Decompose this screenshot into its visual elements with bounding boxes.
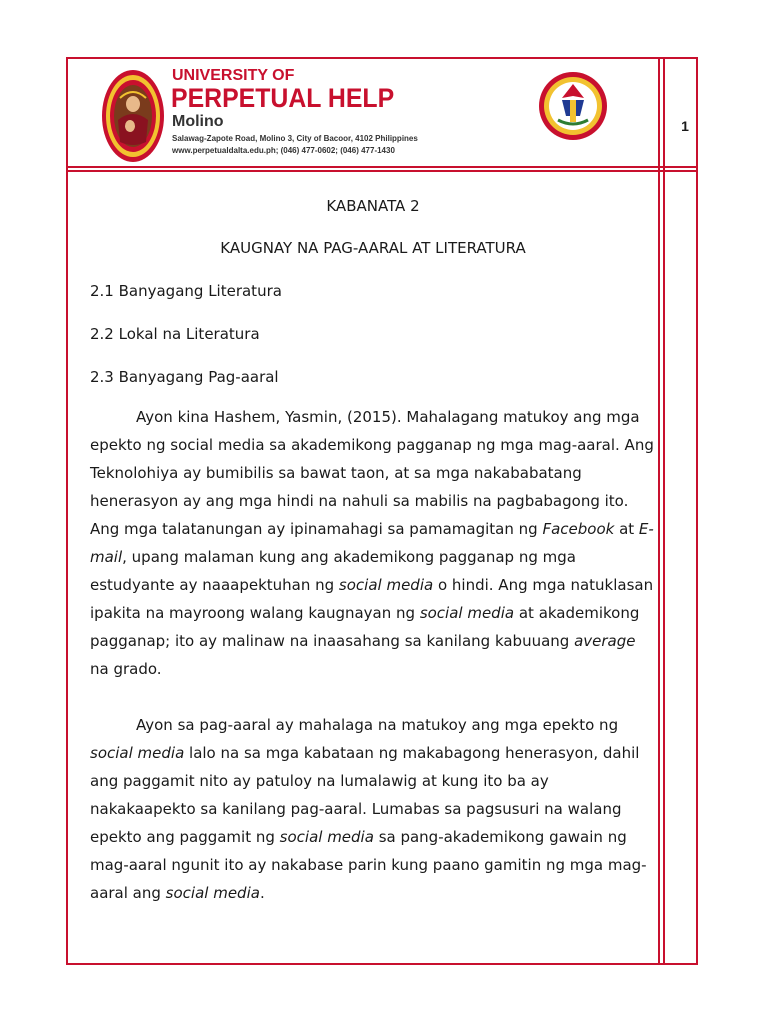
section-heading: 2.2 Lokal na Literatura: [90, 325, 260, 343]
header-divider-bottom: [66, 170, 698, 172]
header-divider-top: [66, 166, 698, 168]
margin-line-outer: [663, 57, 665, 965]
margin-line-inner: [658, 57, 660, 965]
chapter-number: KABANATA 2: [326, 197, 420, 215]
section-heading: 2.1 Banyagang Literatura: [90, 282, 282, 300]
senior-high-school-seal-icon: [538, 70, 608, 142]
document-body: [90, 187, 656, 907]
campus-name: Molino: [172, 113, 224, 130]
university-address: Salawag-Zapote Road, Molino 3, City of Bacoor, 4102 Philippines: [172, 134, 418, 143]
page-number: 1: [681, 118, 689, 134]
section-heading: 2.3 Banyagang Pag-aaral: [90, 368, 279, 386]
university-contact: www.perpetualdalta.edu.ph; (046) 477-0602; (046) 477-1430: [172, 146, 395, 155]
university-seal-icon: [100, 68, 166, 164]
chapter-title: KAUGNAY NA PAG-AARAL AT LITERATURA: [220, 239, 526, 257]
university-name-line1: UNIVERSITY OF: [172, 67, 295, 84]
body-paragraph-2: Ayon sa pag-aaral ay mahalaga na matukoy ang mga epekto ng social media lalo na sa mga kabataan ng makabagong henerasyon, dahil ang paggamit nito ay patuloy na lumalawig at kung ito ba ay nakakaapekto sa kanilang pag-aaral. Lumabas sa pagsusuri na walang epekto ang paggamit ng social media sa pang-akademikong gawain ng mag-aaral ngunit ito ay nakabase parin kung paano gamitin ng mga mag-aaral ang social media.: [90, 716, 647, 902]
university-name-line2: PERPETUAL HELP: [171, 83, 395, 113]
body-paragraph-1: Ayon kina Hashem, Yasmin, (2015). Mahalagang matukoy ang mga epekto ng social media sa akademikong pagganap ng mga mag-aaral. Ang Teknolohiya ay bumibilis sa bawat taon, at sa mga nakababatang henerasyon ay ang mga hindi na nahuli sa mabilis na pagbabagong ito. Ang mga talatanungan ay ipinamahagi sa pamamagitan ng Facebook at E-mail, upang malaman kung ang akademikong pagganap ng mga estudyante ay naaapektuhan ng social media o hindi. Ang mga natuklasan ipakita na mayroong walang kaugnayan ng social media at akademikong pagganap; ito ay malinaw na inaasahang sa kanilang kabuuang average na grado.: [90, 408, 654, 678]
